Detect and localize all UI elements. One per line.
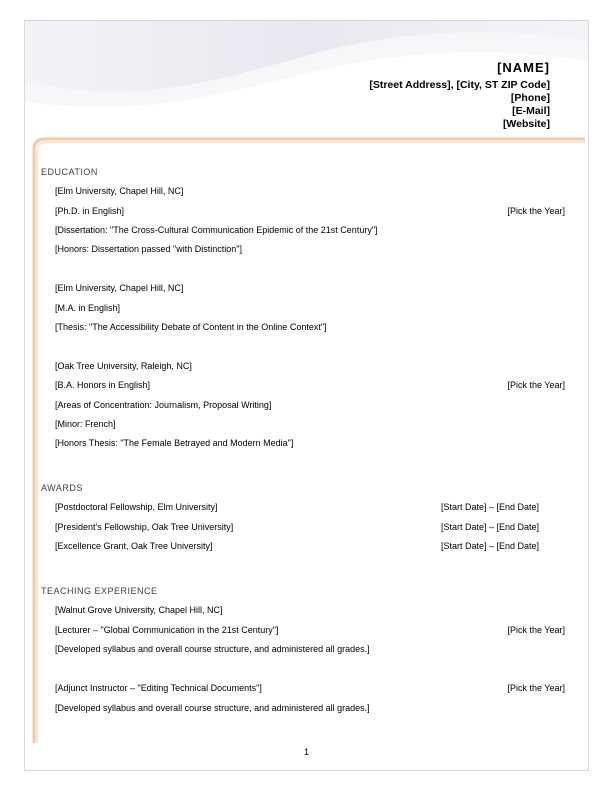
phone-field[interactable]: [Phone] bbox=[510, 92, 550, 104]
award-line[interactable]: [President's Fellowship, Oak Tree University] [Start Date] – [End Date] bbox=[55, 522, 539, 532]
page-number: 1 bbox=[303, 747, 309, 757]
teaching-line[interactable]: [Developed syllabus and overall course structure, and administered all grades.] bbox=[55, 703, 370, 713]
education-heading: EDUCATION bbox=[41, 167, 98, 177]
education-line[interactable]: [Oak Tree University, Raleigh, NC] bbox=[55, 361, 192, 371]
teaching-line[interactable]: [Adjunct Instructor – "Editing Technical Documents"] [Pick the Year] bbox=[55, 683, 565, 693]
education-line[interactable]: [M.A. in English] bbox=[55, 303, 121, 313]
email-field[interactable]: [E-Mail] bbox=[512, 105, 550, 117]
year-picker: [Pick the Year] bbox=[507, 625, 565, 635]
date-range: [Start Date] – [End Date] bbox=[440, 502, 539, 512]
award-line[interactable]: [Postdoctoral Fellowship, Elm University] [Start Date] – [End Date] bbox=[55, 502, 539, 512]
education-line[interactable]: [Minor: French] bbox=[55, 419, 116, 429]
teaching-line[interactable]: [Lecturer – "Global Communication in the 21st Century"] [Pick the Year] bbox=[55, 625, 565, 635]
awards-heading: AWARDS bbox=[41, 483, 83, 493]
resume-page bbox=[24, 20, 589, 771]
education-line[interactable]: [Honors Thesis: "The Female Betrayed and Modern Media"] bbox=[55, 438, 294, 448]
address-field[interactable]: [Street Address], [City, ST ZIP Code] bbox=[369, 79, 550, 91]
name-field[interactable]: [NAME] bbox=[497, 60, 550, 75]
education-line[interactable]: [Elm University, Chapel Hill, NC] bbox=[55, 186, 184, 196]
year-picker: [Pick the Year] bbox=[507, 683, 565, 693]
teaching-line[interactable]: [Developed syllabus and overall course structure, and administered all grades.] bbox=[55, 644, 370, 654]
date-range: [Start Date] – [End Date] bbox=[440, 522, 539, 532]
year-picker: [Pick the Year] bbox=[507, 206, 565, 216]
education-line[interactable]: [Elm University, Chapel Hill, NC] bbox=[55, 283, 184, 293]
education-line[interactable]: [Dissertation: "The Cross-Cultural Communication Epidemic of the 21st Century"] bbox=[55, 225, 378, 235]
teaching-heading: TEACHING EXPERIENCE bbox=[41, 586, 158, 596]
education-line[interactable]: [Ph.D. in English] [Pick the Year] bbox=[55, 206, 565, 216]
website-field[interactable]: [Website] bbox=[502, 118, 550, 130]
education-line[interactable]: [B.A. Honors in English] [Pick the Year] bbox=[55, 380, 565, 390]
teaching-line[interactable]: [Walnut Grove University, Chapel Hill, NC] bbox=[55, 605, 223, 615]
award-line[interactable]: [Excellence Grant, Oak Tree University] [Start Date] – [End Date] bbox=[55, 541, 539, 551]
education-line[interactable]: [Thesis: "The Accessibility Debate of Content in the Online Context"] bbox=[55, 322, 327, 332]
year-picker: [Pick the Year] bbox=[507, 380, 565, 390]
education-line[interactable]: [Areas of Concentration: Journalism, Proposal Writing] bbox=[55, 400, 272, 410]
education-line[interactable]: [Honors: Dissertation passed "with Distinction"] bbox=[55, 244, 242, 254]
contact-header bbox=[369, 61, 550, 131]
date-range: [Start Date] – [End Date] bbox=[440, 541, 539, 551]
